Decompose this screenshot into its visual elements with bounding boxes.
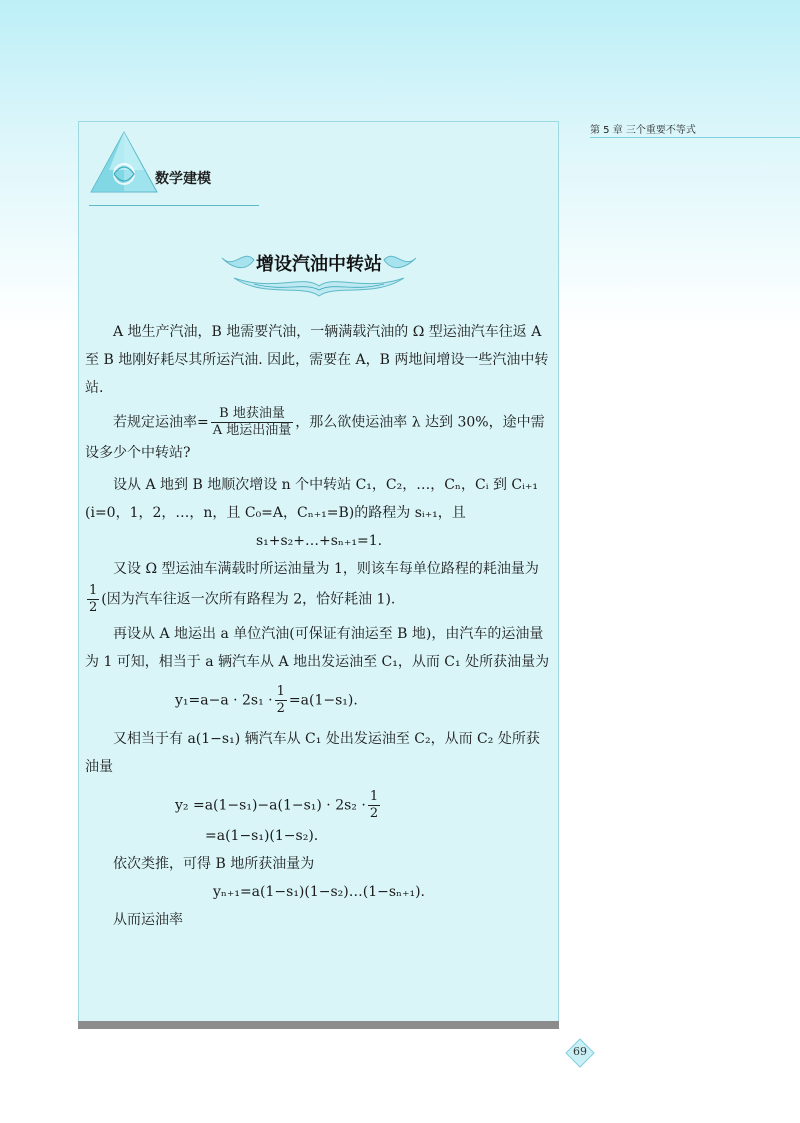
chapter-title: 第 5 章 三个重要不等式 <box>590 125 696 136</box>
half-fraction <box>275 684 287 717</box>
equation-2 <box>85 684 553 717</box>
page-number: 69 <box>573 1045 587 1058</box>
equation-3 <box>85 789 553 822</box>
paragraph-1: A 地生产汽油，B 地需要汽油，一辆满载汽油的 Ω 型运油汽车往返 A 至 B 地刚好耗尽其所运汽油. 因此，需要在 A，B 两地间增设一些汽油中转站. <box>85 324 549 396</box>
equation-3-continuation: =a(1−s₁)(1−s₂). <box>205 828 319 844</box>
paragraph-6: 又相当于有 a(1−s₁) 辆汽车从 C₁ 处出发运油至 C₂，从而 C₂ 处所获油量 <box>85 731 540 775</box>
content-panel <box>78 121 559 1023</box>
paragraph-2-post: ，那么欲使运油率 λ 达到 30%，途中需设多少个中转站? <box>85 414 545 461</box>
fraction-numerator: 1 <box>89 583 98 598</box>
equation-3-line-2 <box>85 822 553 850</box>
header-rule <box>590 137 800 138</box>
fraction-denominator: A 地运出油量 <box>212 423 292 438</box>
paragraph-5: 再设从 A 地运出 a 单位汽油(可保证有油运至 B 地)，由汽车的运油量为 1 可知，相当于 a 辆汽车从 A 地出发运油至 C₁，从而 C₁ 处所获油量为 <box>85 626 550 670</box>
paragraph-4 <box>85 555 553 616</box>
paragraph-3: 设从 A 地到 B 地顺次增设 n 个中转站 C₁，C₂，…，Cₙ，Cᵢ 到 Cᵢ₊₁ (i=0，1，2，…，n，且 C₀=A，Cₙ₊₁=B)的路程为 sᵢ₊₁，且 <box>85 477 538 521</box>
oil-rate-fraction <box>211 406 294 439</box>
paragraph-4-pre: 又设 Ω 型运油车满载时所运油量为 1，则该车每单位路程的耗油量为 <box>113 561 539 577</box>
chapter-header <box>590 121 800 136</box>
fraction-denominator: 2 <box>369 806 379 821</box>
half-fraction <box>368 789 380 822</box>
paragraph-7: 依次类推，可得 B 地所获油量为 <box>113 856 315 872</box>
section-tag-label: 数学建模 <box>155 171 211 187</box>
panel-shadow <box>78 1021 559 1029</box>
equation-2-post: =a(1−s₁). <box>288 692 358 709</box>
fraction-denominator: 2 <box>89 600 98 615</box>
section-tag-rule <box>89 205 259 206</box>
equation-2-pre: y₁=a−a · 2s₁ · <box>175 692 273 709</box>
fraction-numerator: B 地获油量 <box>211 406 294 423</box>
crystal-icon <box>89 130 159 202</box>
equation-4: yₙ₊₁=a(1−s₁)(1−s₂)…(1−sₙ₊₁). <box>212 884 426 900</box>
paragraph-8: 从而运油率 <box>113 912 183 928</box>
equation-1: s₁+s₂+…+sₙ₊₁=1. <box>255 533 383 549</box>
paragraph-4-post: (因为汽车往返一次所有路程为 2，恰好耗油 1). <box>101 591 396 608</box>
half-fraction <box>87 583 99 616</box>
paragraph-2 <box>85 406 553 467</box>
paragraph-2-pre: 若规定运油率= <box>113 414 209 431</box>
fraction-numerator: 1 <box>369 789 379 804</box>
title-banner <box>214 240 424 300</box>
fraction-denominator: 2 <box>276 701 285 716</box>
equation-3-pre: y₂ =a(1−s₁)−a(1−s₁) · 2s₂ · <box>175 797 366 814</box>
section-tag <box>89 130 259 202</box>
page-number-badge <box>565 1038 595 1068</box>
article-title: 增设汽油中转站 <box>256 254 382 275</box>
article-body <box>85 318 553 934</box>
fraction-numerator: 1 <box>276 684 285 699</box>
